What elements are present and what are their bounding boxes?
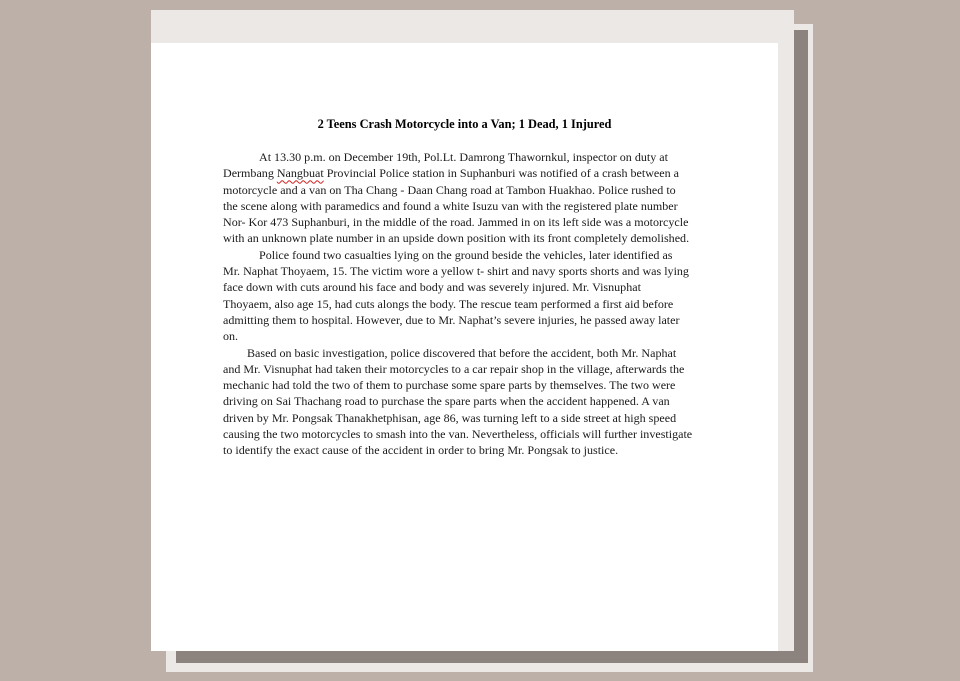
document-body[interactable] [223,149,707,459]
paragraph-1 [223,149,707,247]
document-page[interactable] [151,43,778,651]
misspelled-word[interactable]: Nangbuat [276,166,324,181]
paragraph-3: Based on basic investigation, police discovered that before the accident, both Mr. Naphat and Mr. Visnuphat had taken their motorcycles to a car repair shop in the village, afterwards the mechanic had told the two of them to purchase some spare parts by themselves. The two were driving on Sai Thachang road to purchase the spare parts when the accident happened. A van driven by Mr. Pongsak Thanakhetphisan, age 86, was turning left to a side street at high speed causing the two motorcycles to smash into the van. Nevertheless, officials will further investigate to identify the exact cause of the accident in order to bring Mr. Pongsak to justice. [223,345,693,458]
paragraph-1-text-end: Provincial Police station in Suphanburi was notified of a crash between a motorcycle and a van on Tha Chang - Daan Chang road at Tambon Huakhao. Police rushed to the scene along with paramedics and found a white Isuzu van with the registered plate number Nor- Kor 473 Suphanburi, in the middle of the road. Jammed in on its left side was a motorcycle with an unknown plate number in an upside down position with its front completely demolished. [223,166,690,246]
paragraph-2: Police found two casualties lying on the ground beside the vehicles, later identified as Mr. Naphat Thoyaem, 15. The victim wore a yellow t- shirt and navy sports shorts and was lying face down with cuts around his face and body and was severely injured. Mr. Visnuphat Thoyaem, also age 15, had cuts alongs the body. The rescue team performed a first aid before admitting them to hospital. However, due to Mr. Naphat’s severe injuries, he passed away later on. [223,247,689,344]
paragraph-1-text-start: At 13.30 p.m. on December 19th, Pol.Lt. Damrong Thawornkul, inspector on duty at Dermbang [223,150,668,181]
document-title: 2 Teens Crash Motorcycle into a Van; 1 Dead, 1 Injured [317,117,612,131]
